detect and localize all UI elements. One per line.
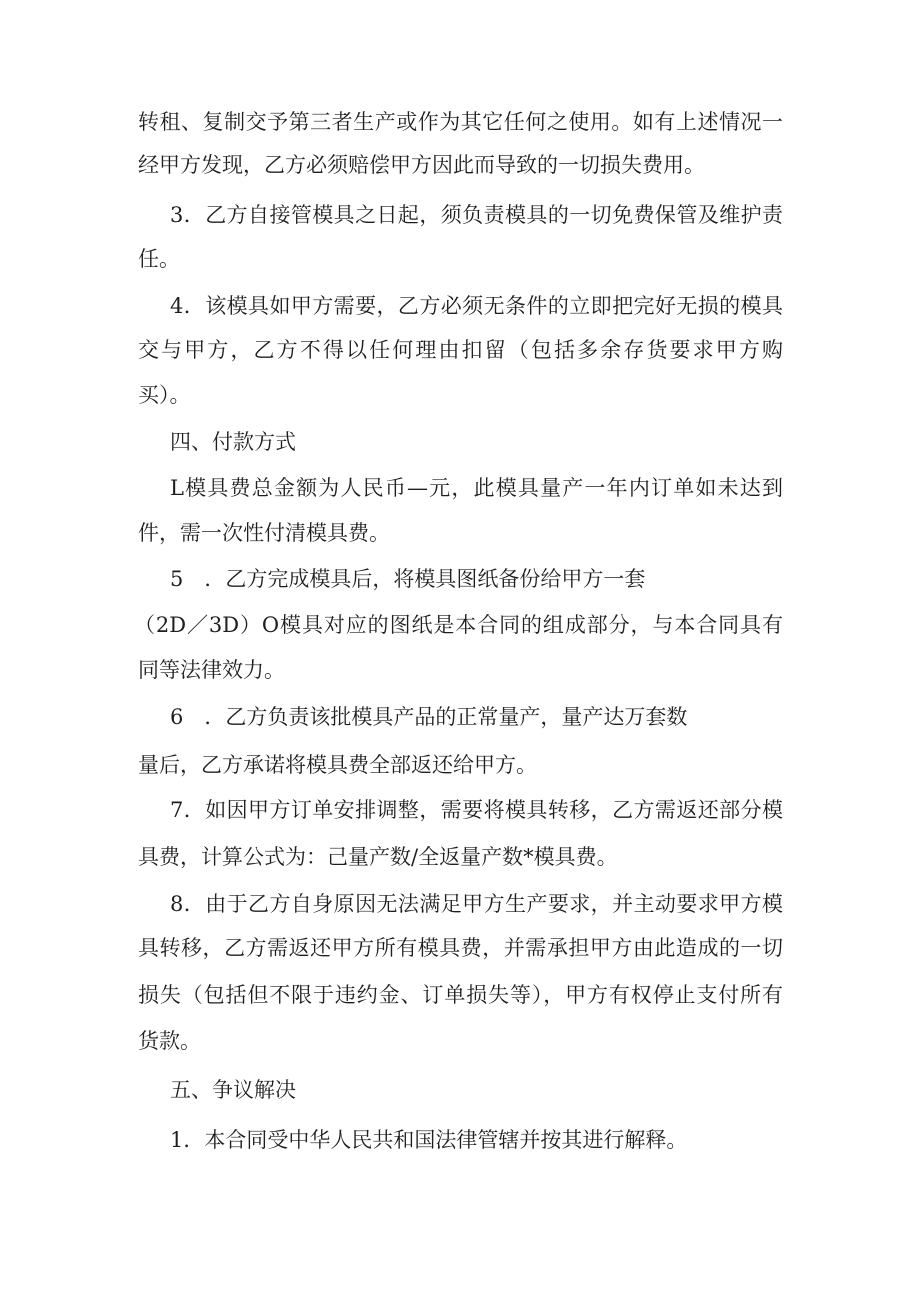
section-heading-dispute: 五、争议解决 (170, 1078, 296, 1102)
text-line-5: 4．该模具如甲方需要，乙方必须无条件的立即把完好无损的模具 (170, 294, 783, 318)
text-line-19: 具转移，乙方需返还甲方所有模具费，并需承担甲方由此造成的一切 (138, 936, 783, 960)
text-line-12: （2D／3D）O模具对应的图纸是本合同的组成部分，与本合同具有 (134, 613, 783, 637)
text-line-18: 8．由于乙方自身原因无法满足甲方生产要求，并主动要求甲方模 (170, 892, 783, 916)
text-line-21: 货款。 (138, 1029, 201, 1053)
text-line-9: L模具费总金额为人民币—元，此模具量产一年内订单如未达到 (170, 476, 783, 500)
text-line-17: 具费，计算公式为：己量产数/全返量产数*模具费。 (138, 845, 618, 869)
text-line-16: 7．如因甲方订单安排调整，需要将模具转移，乙方需返还部分模 (170, 798, 783, 822)
text-line-13: 同等法律效力。 (138, 658, 285, 682)
text-line-23: 1．本合同受中华人民共和国法律管辖并按其进行解释。 (170, 1128, 688, 1152)
text-line-10: 件，需一次性付清模具费。 (138, 521, 390, 545)
text-line-14: 6 ．乙方负责该批模具产品的正常量产，量产达万套数 (170, 705, 688, 729)
text-line-20: 损失（包括但不限于违约金、订单损失等），甲方有权停止支付所有 (138, 983, 783, 1007)
text-line-6: 交与甲方，乙方不得以任何理由扣留（包括多余存货要求甲方购 (138, 338, 783, 362)
text-line-11: 5 ．乙方完成模具后，将模具图纸备份给甲方一套 (170, 567, 646, 591)
text-line-15: 量后，乙方承诺将模具费全部返还给甲方。 (138, 753, 537, 777)
text-line-3: 3．乙方自接管模具之日起，须负责模具的一切免费保管及维护责 (170, 203, 783, 227)
text-line-7: 买）。 (138, 383, 191, 407)
text-line-1: 转租、复制交予第三者生产或作为其它任何之使用。如有上述情况一 (138, 110, 783, 134)
text-line-4: 任。 (138, 247, 180, 271)
section-heading-payment: 四、付款方式 (170, 430, 296, 454)
text-line-2: 经甲方发现，乙方必须赔偿甲方因此而导致的一切损失费用。 (138, 153, 705, 177)
